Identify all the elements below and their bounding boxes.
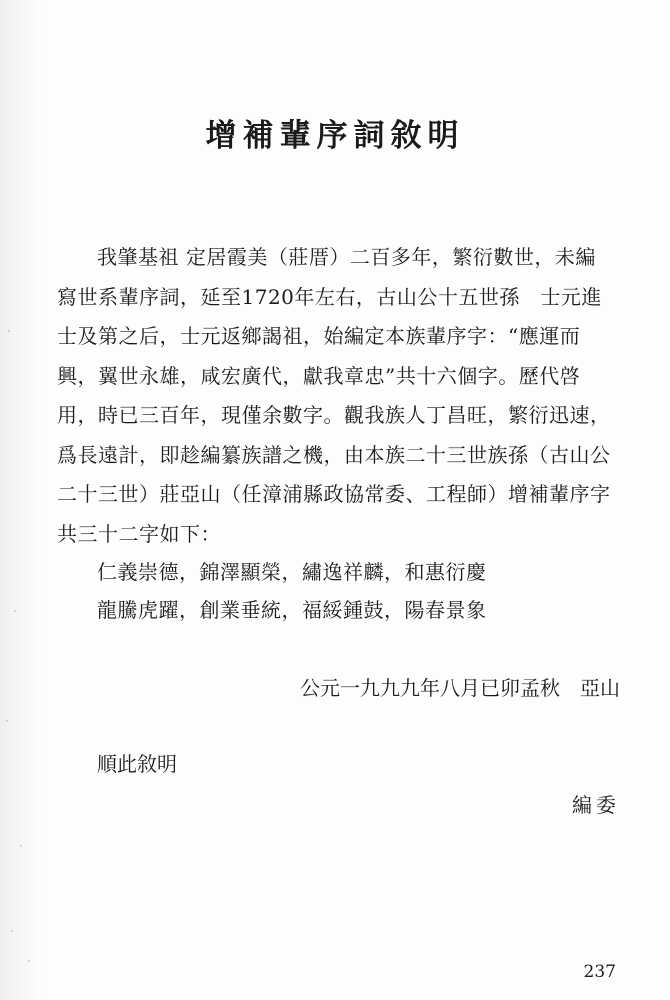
page-title: 增補輩序詞敘明 (205, 118, 465, 154)
date-signature: 公元一九九九年八月已卯孟秋 亞山 (300, 676, 620, 700)
page-number: 237 (583, 962, 616, 982)
body-paragraph (57, 238, 627, 554)
scan-speckle (28, 960, 30, 962)
editor-credit: 編委 (572, 793, 620, 817)
paragraph-line: 共三十二字如下： (57, 521, 221, 546)
paragraph-line: 寫世系輩序詞，延至1720年左右，古山公十五世孫 士元進 (57, 284, 602, 309)
verse-line: 仁義崇德，錦澤顯榮，繡逸祥麟，和惠衍慶 (97, 560, 487, 584)
scan-speckle (14, 610, 16, 612)
paragraph-line: 士及第之后，士元返鄉謁祖，始編定本族輩序字：“應運而 (57, 324, 581, 348)
paragraph-line: 二十三世）莊亞山（任漳浦縣政協常委、工程師）增補輩序字 (57, 482, 611, 506)
verse-line: 龍騰虎躍，創業垂統，福綏鍾鼓，陽春景象 (97, 598, 487, 622)
paragraph-line: 爲長遠計，即趁編纂族譜之機，由本族二十三世族孫（古山公 (57, 442, 611, 467)
scan-speckle (11, 930, 13, 932)
paragraph-line: 興，翼世永雄，咸宏廣代，獻我章忠”共十六個字。歷代啓 (57, 363, 581, 388)
scan-speckle (6, 720, 8, 722)
scan-speckle (8, 330, 10, 332)
closing-statement: 順此敘明 (97, 752, 177, 776)
paragraph-line: 用，時已三百年，現僅余數字。觀我族人丁昌旺，繁衍迅速， (57, 403, 611, 427)
paragraph-line: 我肇基祖 定居霞美（莊厝）二百多年，繁衍數世，未編 (97, 245, 596, 269)
scan-speckle (20, 845, 22, 847)
